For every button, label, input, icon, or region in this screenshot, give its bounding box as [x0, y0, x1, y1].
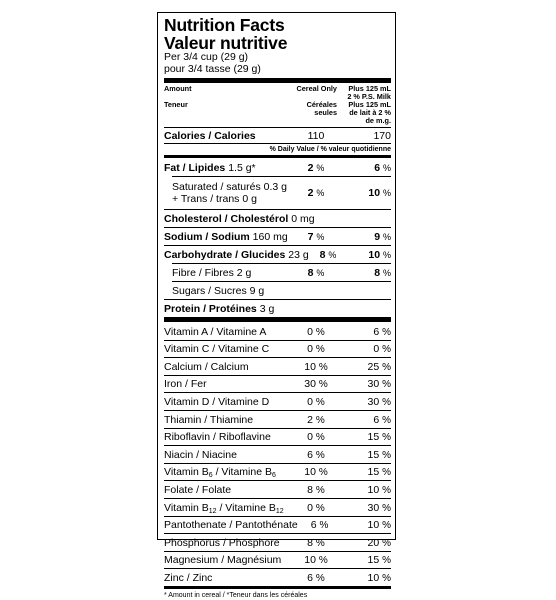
vitamin-label: Magnesium / Magnésium	[164, 554, 282, 567]
vitamin-label-part: / Vitamine B	[212, 466, 272, 479]
fibre-label: Fibre / Fibres 2 g	[172, 267, 252, 279]
vitamin-row	[164, 392, 391, 410]
vitamin-row	[164, 428, 391, 446]
percent-sign: %	[318, 379, 328, 391]
vitamin-row	[164, 375, 391, 393]
vitamin-label: Zinc / Zinc	[164, 571, 213, 584]
col1-header-fr: Céréales seules	[306, 100, 337, 117]
sugars-row	[172, 281, 391, 299]
vitamin-label: Vitamin C / Vitamine C	[164, 343, 270, 356]
vitamin-value-1	[293, 326, 339, 338]
daily-value-header	[164, 143, 391, 155]
vitamin-value-1	[293, 466, 339, 478]
calories-label: Calories / Calories	[164, 130, 256, 142]
vitamin-percent-value: 6	[373, 413, 380, 426]
footnote: * Amount in cereal / *Teneur dans les céréales	[164, 591, 308, 599]
saturated-label: Saturated / saturés 0.3 g	[172, 181, 287, 193]
fibre-value-1: 8	[307, 267, 314, 279]
calories-value-2: 170	[373, 130, 391, 142]
vitamin-value-2	[339, 414, 391, 426]
vitamin-value-2	[339, 326, 391, 338]
percent-sign: %	[382, 396, 391, 408]
sugars-label: Sugars / Sucres 9 g	[172, 285, 265, 297]
percent-sign: %	[315, 572, 325, 584]
vitamin-label	[164, 502, 293, 514]
vitamin-value-1	[293, 554, 339, 566]
vitamin-percent-value: 10	[304, 360, 316, 373]
percent-sign: %	[382, 268, 391, 278]
percent-sign: %	[315, 484, 325, 496]
vitamin-value-2	[339, 431, 391, 443]
percent-sign: %	[318, 555, 328, 567]
percent-sign: %	[382, 555, 391, 567]
sodium-label: Sodium / Sodium	[164, 231, 250, 243]
vitamin-percent-value: 30	[367, 395, 380, 408]
vitamin-value-2	[339, 502, 391, 514]
vitamin-value-1	[293, 396, 339, 408]
vitamin-percent-value: 2	[307, 413, 313, 426]
percent-sign: %	[382, 467, 391, 479]
vitamin-percent-value: 8	[307, 536, 313, 549]
vitamin-percent-value: 15	[367, 466, 380, 479]
protein-row	[164, 299, 391, 317]
percent-sign: %	[315, 537, 325, 549]
percent-sign: %	[382, 344, 391, 356]
vitamin-percent-value: 15	[367, 431, 380, 444]
vitamin-value-1	[293, 572, 339, 584]
percent-sign: %	[316, 188, 325, 198]
calories-value-1: 110	[307, 130, 325, 142]
vitamin-value-2	[339, 484, 391, 496]
vitamin-row	[164, 516, 391, 534]
vitamin-percent-value: 30	[367, 501, 380, 514]
vitamin-percent-value: 15	[367, 554, 380, 567]
carbohydrate-value-1: 8	[319, 249, 326, 261]
vitamin-value-1	[293, 378, 339, 390]
vitamin-value-2	[342, 519, 392, 531]
percent-sign: %	[382, 163, 391, 173]
percent-sign: %	[382, 572, 391, 584]
vitamin-value-1	[298, 519, 342, 531]
vitamin-value-2	[339, 361, 391, 373]
vitamin-percent-value: 0	[373, 343, 380, 356]
vitamin-percent-value: 0	[307, 431, 313, 444]
vitamin-label: Vitamin D / Vitamine D	[164, 395, 270, 408]
vitamin-percent-value: 10	[367, 571, 380, 584]
vitamin-label-part: / Vitamine B	[216, 501, 276, 514]
percent-sign: %	[382, 484, 391, 496]
vitamin-label: Thiamin / Thiamine	[164, 413, 254, 426]
percent-sign: %	[382, 326, 391, 338]
cholesterol-amount: 0 mg	[291, 213, 315, 225]
vitamin-label: Niacin / Niacine	[164, 448, 237, 461]
percent-sign: %	[382, 502, 391, 514]
vitamin-label-part: Vitamin B	[164, 501, 209, 514]
vitamin-list	[164, 322, 391, 586]
sodium-value-2: 9	[374, 231, 381, 243]
vitamin-percent-value: 10	[304, 554, 316, 567]
percent-sign: %	[382, 414, 391, 426]
vitamin-value-2	[339, 554, 391, 566]
subscript: 12	[208, 507, 217, 515]
subscript: 6	[272, 472, 276, 480]
vitamin-label: Calcium / Calcium	[164, 360, 249, 373]
vitamin-percent-value: 6	[307, 571, 313, 584]
vitamin-value-2	[339, 378, 391, 390]
vitamin-row	[164, 357, 391, 375]
percent-sign: %	[315, 432, 325, 444]
saturated-value-1: 2	[307, 187, 314, 199]
vitamin-percent-value: 10	[304, 466, 316, 479]
vitamin-percent-value: 10	[367, 519, 380, 532]
vitamin-percent-value: 10	[367, 483, 380, 496]
vitamin-value-2	[339, 343, 391, 355]
subscript: 12	[275, 507, 284, 515]
vitamin-percent-value: 30	[367, 378, 380, 391]
vitamin-percent-value: 8	[307, 483, 313, 496]
sodium-row	[164, 227, 391, 245]
vitamin-label-part: Vitamin B	[164, 466, 209, 479]
vitamin-label: Folate / Folate	[164, 483, 232, 496]
percent-sign: %	[318, 361, 328, 373]
vitamin-percent-value: 15	[367, 448, 380, 461]
vitamin-row	[164, 533, 391, 551]
cholesterol-row	[164, 209, 391, 227]
percent-sign: %	[382, 250, 391, 260]
vitamin-value-1	[293, 484, 339, 496]
percent-sign: %	[316, 268, 325, 278]
vitamin-percent-value: 25	[367, 360, 380, 373]
percent-sign: %	[315, 326, 325, 338]
vitamin-value-2	[339, 396, 391, 408]
vitamin-label: Riboflavin / Riboflavine	[164, 431, 271, 444]
protein-amount: 3 g	[259, 303, 275, 315]
daily-value-label: % Daily Value / % valeur quotidienne	[269, 146, 391, 153]
vitamin-percent-value: 0	[307, 325, 313, 338]
protein-label: Protein / Protéines	[164, 303, 257, 315]
vitamin-row	[164, 480, 391, 498]
vitamin-label: Vitamin A / Vitamine A	[164, 325, 267, 338]
col2-header-en: Plus 125 mL 2 % P.S. Milk	[347, 84, 391, 101]
percent-sign: %	[382, 520, 391, 532]
percent-sign: %	[382, 379, 391, 391]
percent-sign: %	[315, 414, 325, 426]
column-header	[164, 83, 391, 127]
percent-sign: %	[328, 250, 337, 260]
percent-sign: %	[382, 188, 391, 198]
percent-sign: %	[382, 232, 391, 242]
subscript: 6	[208, 472, 213, 480]
vitamin-label: Phosphorus / Phosphore	[164, 536, 280, 549]
vitamin-row	[164, 410, 391, 428]
sodium-value-1: 7	[307, 231, 314, 243]
title-en: Nutrition Facts	[164, 15, 285, 35]
vitamin-label	[164, 466, 293, 478]
vitamin-value-1	[293, 343, 339, 355]
percent-sign: %	[316, 232, 325, 242]
fibre-value-2: 8	[374, 267, 381, 279]
percent-sign: %	[382, 449, 391, 461]
percent-sign: %	[318, 467, 328, 479]
vitamin-percent-value: 6	[373, 325, 380, 338]
fat-value-2: 6	[374, 162, 381, 174]
saturated-value-2: 10	[368, 187, 381, 199]
vitamin-value-2	[339, 572, 391, 584]
percent-sign: %	[382, 361, 391, 373]
vitamin-value-1	[293, 414, 339, 426]
saturated-trans-row	[172, 176, 391, 209]
amount-label-en: Amount	[164, 84, 192, 93]
vitamin-label: Pantothenate / Pantothénate	[164, 519, 298, 532]
vitamin-value-1	[293, 361, 339, 373]
fat-row	[164, 158, 391, 176]
carbohydrate-amount: 23 g	[288, 249, 309, 261]
calories-row	[164, 127, 391, 143]
percent-sign: %	[315, 502, 325, 514]
amount-label-fr: Teneur	[164, 100, 188, 109]
percent-sign: %	[319, 520, 329, 532]
vitamin-percent-value: 30	[304, 378, 316, 391]
vitamin-percent-value: 0	[307, 501, 313, 514]
serving-size-en: Per 3/4 cup (29 g)	[164, 51, 249, 63]
percent-sign: %	[315, 396, 325, 408]
vitamin-label: Iron / Fer	[164, 378, 207, 391]
vitamin-percent-value: 0	[307, 343, 313, 356]
vitamin-value-1	[293, 431, 339, 443]
vitamin-row	[164, 551, 391, 569]
vitamin-row	[164, 568, 391, 586]
serving-size-fr: pour 3/4 tasse (29 g)	[164, 62, 261, 75]
percent-sign: %	[315, 449, 325, 461]
vitamin-percent-value: 0	[307, 395, 313, 408]
fibre-row	[172, 263, 391, 281]
sodium-amount: 160 mg	[252, 231, 288, 243]
vitamin-value-1	[293, 537, 339, 549]
vitamin-value-2	[339, 449, 391, 461]
vitamin-value-1	[293, 502, 339, 514]
vitamin-value-2	[339, 537, 391, 549]
vitamin-percent-value: 6	[307, 448, 313, 461]
percent-sign: %	[316, 163, 325, 173]
percent-sign: %	[315, 344, 325, 356]
vitamin-row	[164, 463, 391, 481]
carbohydrate-label: Carbohydrate / Glucides	[164, 249, 286, 261]
vitamin-row	[164, 498, 391, 516]
title-fr: Valeur nutritive	[164, 33, 288, 53]
percent-sign: %	[382, 537, 391, 549]
vitamin-row	[164, 340, 391, 358]
fat-label: Fat / Lipides	[164, 162, 226, 174]
vitamin-row	[164, 322, 391, 340]
vitamin-row	[164, 445, 391, 463]
percent-sign: %	[382, 432, 391, 444]
vitamin-value-2	[339, 466, 391, 478]
fat-amount: 1.5 g*	[228, 162, 256, 174]
carbohydrate-value-2: 10	[368, 249, 381, 261]
col1-header-en: Cereal Only	[296, 84, 337, 93]
cholesterol-label: Cholesterol / Cholestérol	[164, 213, 289, 225]
vitamin-value-1	[293, 449, 339, 461]
trans-label: + Trans / trans 0 g	[172, 193, 257, 205]
vitamin-percent-value: 6	[310, 519, 317, 532]
fat-value-1: 2	[307, 162, 314, 174]
carbohydrate-row	[164, 245, 391, 263]
nutrition-facts-panel	[157, 12, 396, 599]
vitamin-percent-value: 20	[367, 536, 380, 549]
col2-header-fr: Plus 125 mL de lait à 2 % de m.g.	[348, 100, 391, 125]
